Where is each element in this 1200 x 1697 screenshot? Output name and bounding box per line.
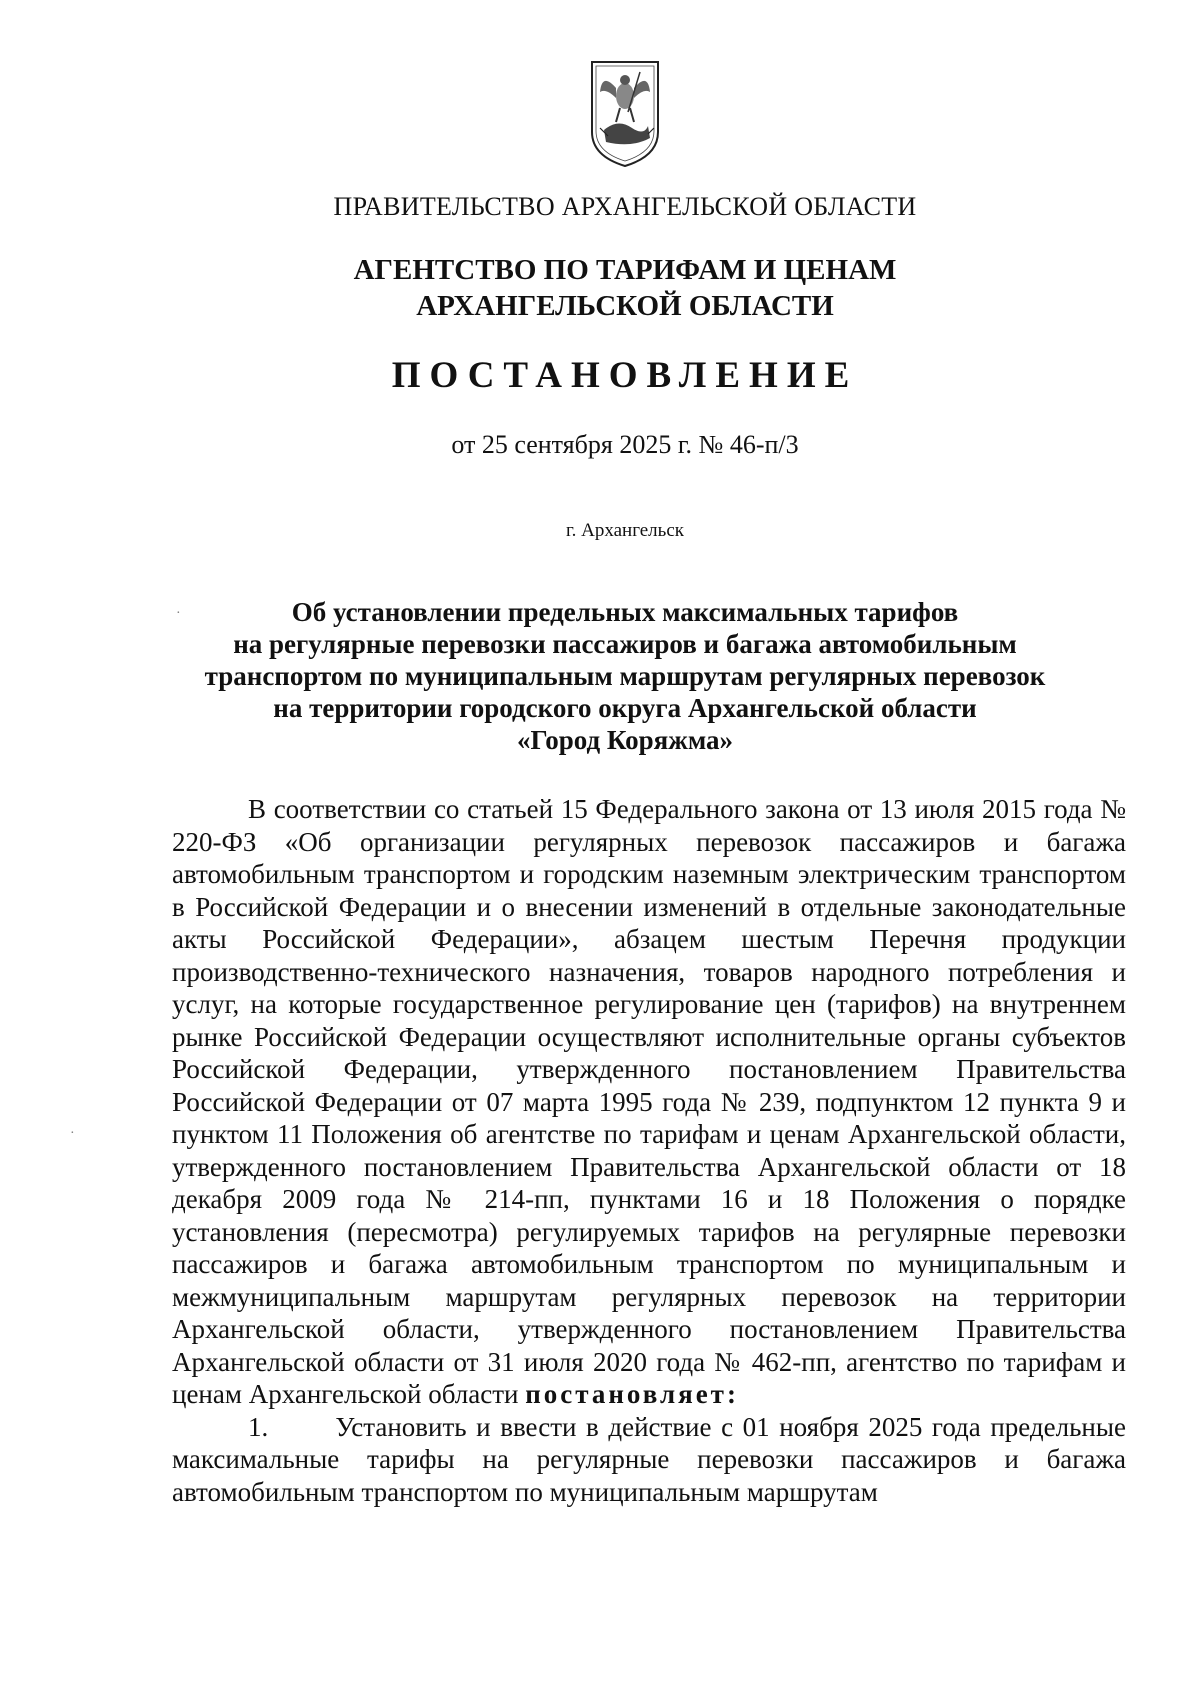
agency-name [0, 252, 1200, 324]
document-date-number: от 25 сентября 2025 г. № 46-п/3 [451, 430, 799, 459]
preamble-paragraph [172, 793, 1126, 1411]
document-type: ПОСТАНОВЛЕНИЕ [391, 355, 859, 396]
title-line-1: Об установлении предельных максимальных тарифов [291, 597, 959, 627]
coat-of-arms-emblem [588, 58, 662, 170]
title-line-5: «Город Коряжма» [516, 725, 734, 755]
agency-line-2: АРХАНГЕЛЬСКОЙ ОБЛАСТИ [416, 290, 834, 322]
item-1-number: 1. [248, 1411, 269, 1442]
scan-speck: · [70, 1126, 75, 1141]
resolves-word: постановляет: [525, 1379, 739, 1409]
title-line-3: транспортом по муниципальным маршрутам регулярных перевозок [204, 661, 1046, 691]
item-1-text: Установить и ввести в действие с 01 ноября 2025 года предельные максимальные тарифы на регулярные перевозки пассажиров и багажа автомобильным транспортом по муниципальным маршрутам [172, 1411, 1127, 1507]
document-city: г. Архангельск [565, 520, 684, 541]
scan-speck: · [176, 606, 181, 621]
government-name: ПРАВИТЕЛЬСТВО АРХАНГЕЛЬСКОЙ ОБЛАСТИ [333, 192, 917, 221]
preamble-text: В соответствии со статьей 15 Федерального закона от 13 июля 2015 года № 220-ФЗ «Об организации регулярных перевозок пассажиров и багажа автомобильным транспортом и городским наземным электрическим транспортом в Российской Федерации и о внесении изменений в отдельные законодательные акты Российской Федерации», абзацем шестым Перечня продукции производственно-технического назначения, товаров народного потребления и услуг, на которые государственное регулирование цен (тарифов) на внутреннем рынке Российской Федерации осуществляют исполнительные органы субъектов Российской Федерации, утвержденного постановлением Правительства Российской Федерации от 07 марта 1995 года № 239, подпунктом 12 пункта 9 и пунктом 11 Положения об агентстве по тарифам и ценам Архангельской области, утвержденного постановлением Правительства Архангельской области от 18 декабря 2009 года № 214-пп, пунктами 16 и 18 Положения о порядке установления (пересмотра) регулируемых тарифов на регулярные перевозки пассажиров и багажа автомобильным транспортом по муниципальным и межмуниципальным маршрутам регулярных перевозок на территории Архангельской области, утвержденного постановлением Правительства Архангельской области от 31 июля 2020 года № 462-пп, агентство по тарифам и ценам Архангельской области [172, 794, 1126, 1409]
item-1-paragraph [172, 1411, 1126, 1509]
document-title [190, 596, 1060, 756]
document-body [172, 793, 1126, 1508]
title-line-2: на регулярные перевозки пассажиров и багажа автомобильным [233, 629, 1017, 659]
agency-line-1: АГЕНТСТВО ПО ТАРИФАМ И ЦЕНАМ [353, 254, 897, 286]
title-line-4: на территории городского округа Архангельской области [273, 693, 977, 723]
